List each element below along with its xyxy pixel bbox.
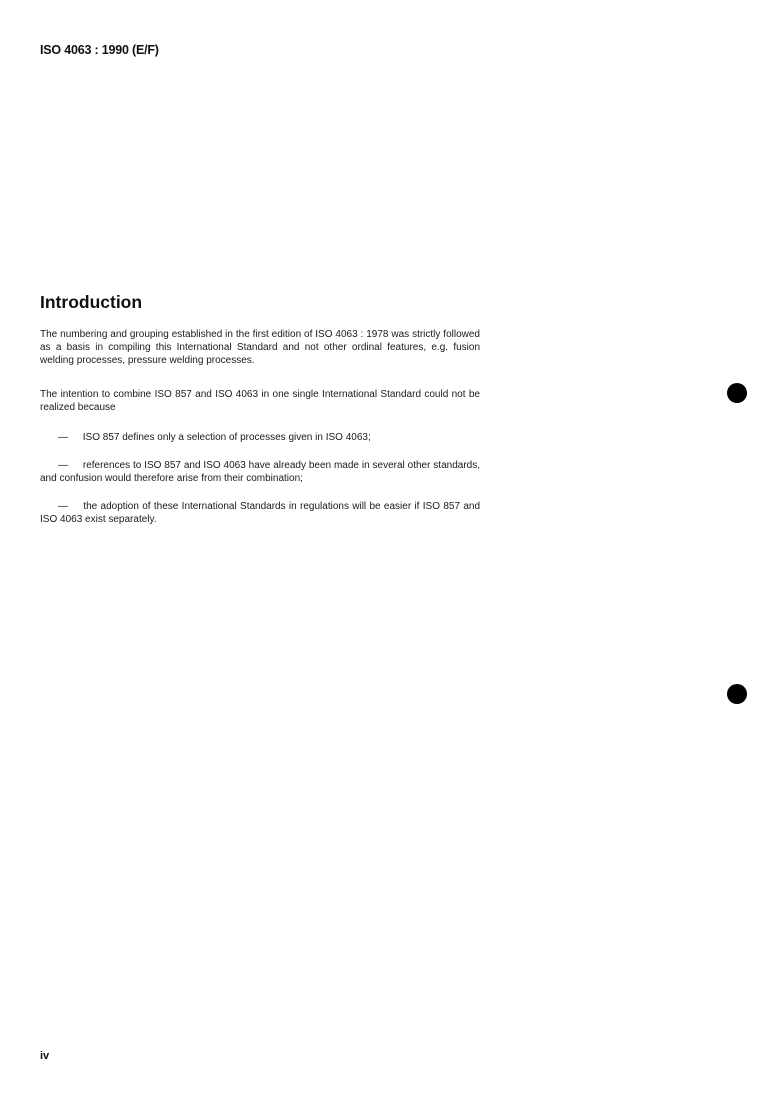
list-dash: — bbox=[58, 460, 68, 471]
list-dash: — bbox=[58, 432, 68, 443]
section-title: Introduction bbox=[40, 292, 143, 312]
binding-hole-mark bbox=[727, 383, 747, 403]
list-item bbox=[40, 459, 480, 485]
list-item-text: references to ISO 857 and ISO 4063 have already been made in several other standards, and confusion would therefore arise from their combination; bbox=[40, 460, 480, 484]
list-item-text: the adoption of these International Standards in regulations will be easier if ISO 857 and ISO 4063 exist separately. bbox=[40, 501, 481, 525]
list-item bbox=[40, 500, 480, 526]
page-number: iv bbox=[40, 1050, 50, 1062]
document-header: ISO 4063 : 1990 (E/F) bbox=[40, 43, 159, 57]
intro-paragraph-1: The numbering and grouping established in the first edition of ISO 4063 : 1978 was strictly followed as a basis in compiling this International Standard and not other ordinal features, e.g. fusion welding processes, pressure welding processes. bbox=[40, 329, 480, 366]
binding-hole-mark bbox=[727, 684, 747, 704]
list-item bbox=[40, 431, 480, 444]
list-dash: — bbox=[58, 501, 68, 512]
intro-paragraph-2: The intention to combine ISO 857 and ISO 4063 in one single International Standard could not be realized because bbox=[40, 389, 480, 413]
list-item-text: ISO 857 defines only a selection of processes given in ISO 4063; bbox=[82, 432, 371, 443]
